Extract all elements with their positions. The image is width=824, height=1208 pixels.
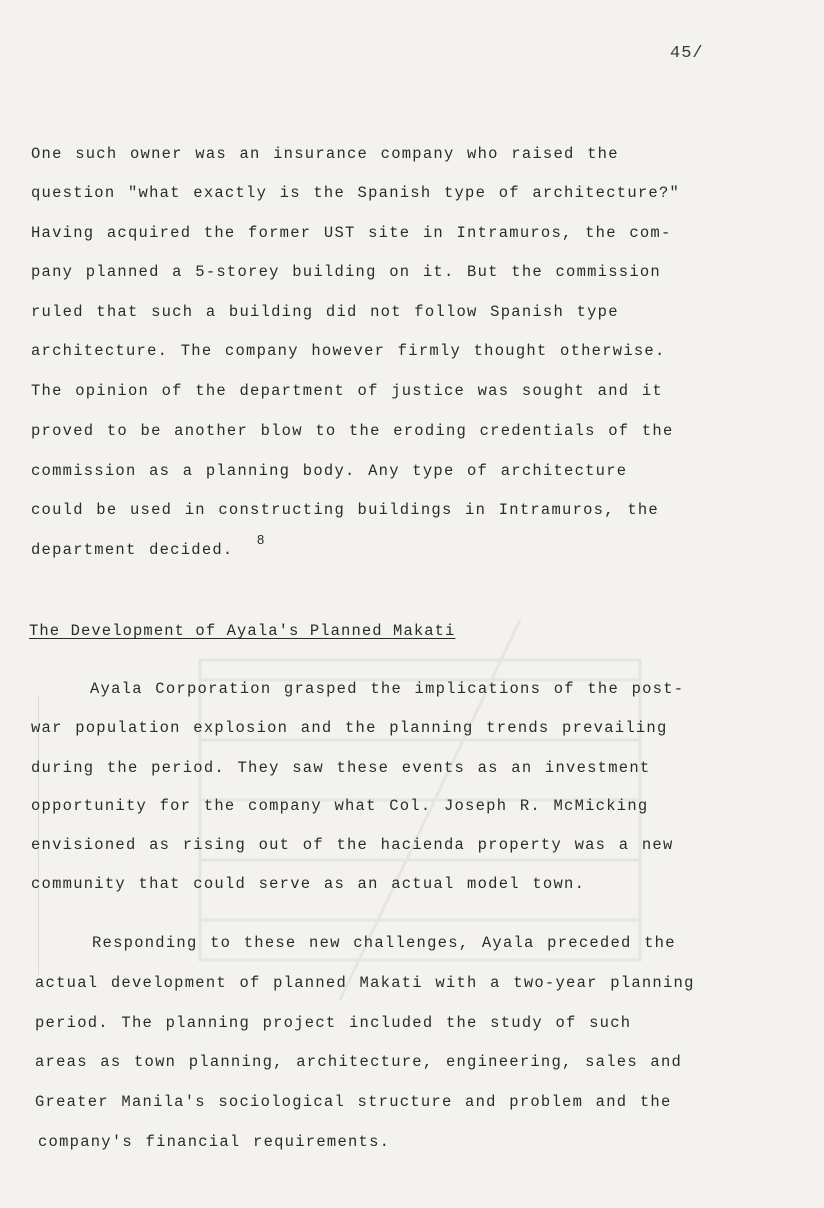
paragraph-1-line: architecture. The company however firmly thought otherwise. [31,342,666,360]
paragraph-1-line: Having acquired the former UST site in Intramuros, the com- [31,224,672,242]
paragraph-2-line: during the period. They saw these events as an investment [31,759,651,777]
paragraph-1-line: The opinion of the department of justice was sought and it [31,382,663,400]
page-number: 45/ [670,44,704,63]
paragraph-1-line: commission as a planning body. Any type of architecture [31,462,628,480]
paragraph-3-line: Responding to these new challenges, Ayala preceded the [92,934,676,952]
paragraph-3-line: Greater Manila's sociological structure and problem and the [35,1093,672,1111]
paragraph-2-line: war population explosion and the planning trends prevailing [31,719,668,737]
section-heading: The Development of Ayala's Planned Makati [29,622,456,640]
paragraph-1-line: question "what exactly is the Spanish type of architecture?" [31,184,681,202]
paragraph-3-line: actual development of planned Makati with a two-year planning [35,974,695,992]
paragraph-3-line: company's financial requirements. [38,1133,391,1151]
paragraph-2-line: Ayala Corporation grasped the implications of the post- [90,680,685,698]
paragraph-1-line: department decided. [31,541,234,559]
paragraph-1-line: One such owner was an insurance company who raised the [31,145,619,163]
paragraph-2-line: community that could serve as an actual model town. [31,875,586,893]
paragraph-1-line: ruled that such a building did not follow Spanish type [31,303,619,321]
margin-shadow [38,695,39,975]
paragraph-2-line: envisioned as rising out of the hacienda property was a new [31,836,674,854]
paragraph-3-line: areas as town planning, architecture, engineering, sales and [35,1053,683,1071]
paragraph-3-line: period. The planning project included the study of such [35,1014,632,1032]
footnote-marker: 8 [257,532,265,547]
paragraph-1-line: proved to be another blow to the eroding credentials of the [31,422,674,440]
paragraph-1-line: pany planned a 5-storey building on it. But the commission [31,263,661,281]
paragraph-2-line: opportunity for the company what Col. Joseph R. McMicking [31,797,649,815]
paragraph-1-line: could be used in constructing buildings in Intramuros, the [31,501,659,519]
